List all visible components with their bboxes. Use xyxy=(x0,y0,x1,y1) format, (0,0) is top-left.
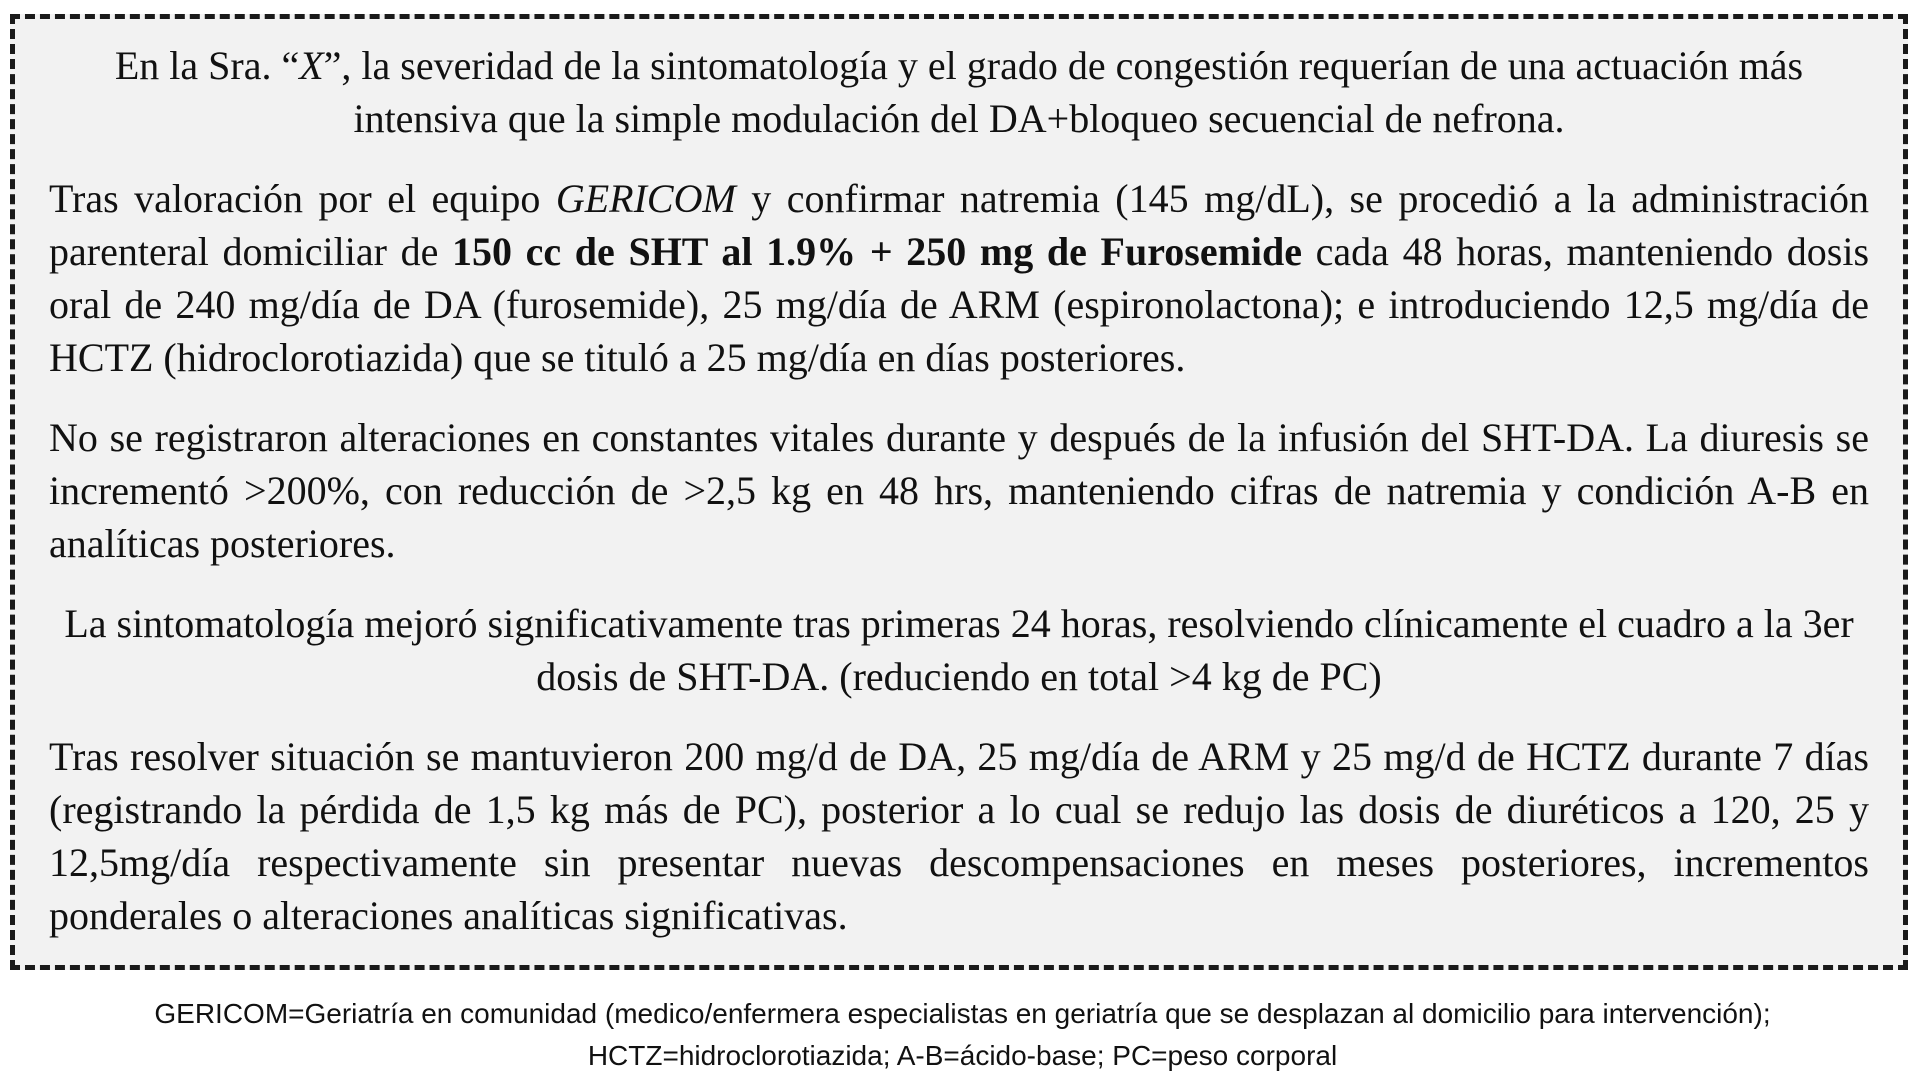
paragraph-treatment xyxy=(49,172,1869,384)
footnote-line-1: GERICOM=Geriatría en comunidad (medico/enfermera especialistas en geriatría que se desplazan al domicilio para intervención); xyxy=(154,998,1771,1029)
treatment-text-start: Tras valoración por el equipo xyxy=(49,176,556,221)
paragraph-response: No se registraron alteraciones en constantes vitales durante y después de la infusión del SHT-DA. La diuresis se incrementó >200%, con reducción de >2,5 kg en 48 hrs, manteniendo cifras de natremia y condición A-B en analíticas posteriores. xyxy=(49,415,1869,566)
treatment-text-middle: y confirmar natremia (145 mg/dL), se procedió a la administración parenteral domiciliar de xyxy=(49,176,1869,274)
team-name: GERICOM xyxy=(555,176,736,221)
case-summary-box xyxy=(10,14,1908,970)
paragraph-intro xyxy=(49,39,1869,145)
patient-name: X xyxy=(299,43,324,88)
footnote-line-2: HCTZ=hidroclorotiazida; A-B=ácido-base; PC=peso corporal xyxy=(587,1040,1338,1071)
footnote xyxy=(0,993,1925,1077)
treatment-text-end: cada 48 horas, manteniendo dosis oral de 240 mg/día de DA (furosemide), 25 mg/día de ARM (espironolactona); e introduciendo 12,5 mg/día de HCTZ (hidroclorotiazida) que se tituló a 25 mg/día en días posteriores. xyxy=(49,229,1870,380)
treatment-dose-highlight: 150 cc de SHT al 1.9% + 250 mg de Furosemide xyxy=(451,229,1303,274)
intro-text-end: ”, la severidad de la sintomatología y el grado de congestión requerían de una actuación más intensiva que la simple modulación del DA+bloqueo secuencial de nefrona. xyxy=(323,43,1804,141)
paragraph-followup: Tras resolver situación se mantuvieron 200 mg/d de DA, 25 mg/día de ARM y 25 mg/d de HCTZ durante 7 días (registrando la pérdida de 1,5 kg más de PC), posterior a lo cual se redujo las dosis de diuréticos a 120, 25 y 12,5mg/día respectivamente sin presentar nuevas descompensaciones en meses posteriores, incrementos ponderales o alteraciones analíticas significativas. xyxy=(49,734,1869,938)
intro-text-start: En la Sra. “ xyxy=(114,43,300,88)
paragraph-improvement: La sintomatología mejoró significativamente tras primeras 24 horas, resolviendo clínicamente el cuadro a la 3er dosis de SHT-DA. (reduciendo en total >4 kg de PC) xyxy=(64,601,1854,699)
